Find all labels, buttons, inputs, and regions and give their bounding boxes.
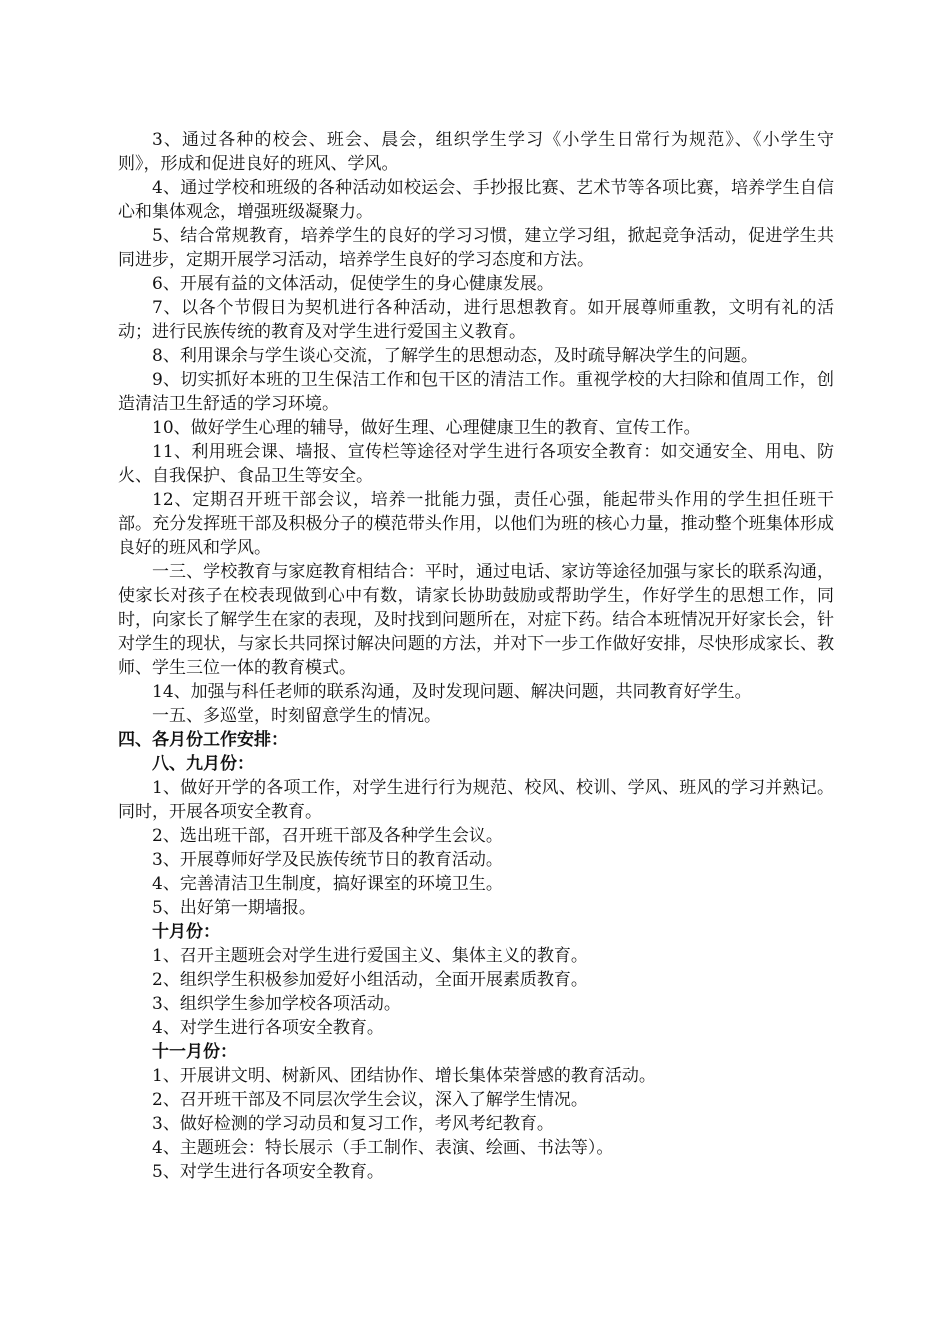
month-item: 1、做好开学的各项工作，对学生进行行为规范、校风、校训、学风、班风的学习并熟记。同时，开展各项安全教育。 [118,778,834,822]
month-item: 1、召开主题班会对学生进行爱国主义、集体主义的教育。 [152,946,588,966]
paragraph-item-5: 5、结合常规教育，培养学生的良好的学习习惯，建立学习组，掀起竞争活动，促进学生共同进步，定期开展学习活动，培养学生良好的学习态度和方法。 [118,226,834,270]
month-item: 4、对学生进行各项安全教育。 [152,1018,384,1038]
paragraph-item-3: 3、通过各种的校会、班会、晨会，组织学生学习《小学生日常行为规范》、《小学生守则》，形成和促进良好的班风、学风。 [118,130,834,174]
document-body [118,128,834,1184]
paragraph-item-8: 8、利用课余与学生谈心交流，了解学生的思想动态，及时疏导解决学生的问题。 [152,346,758,366]
month-item: 1、开展讲文明、树新风、团结协作、增长集体荣誉感的教育活动。 [152,1066,656,1086]
month-heading-nov: 十一月份： [152,1042,237,1062]
month-item: 5、出好第一期墙报。 [152,898,316,918]
paragraph-item-12: 12、定期召开班干部会议，培养一批能力强，责任心强，能起带头作用的学生担任班干部。充分发挥班干部及积极分子的模范带头作用，以他们为班的核心力量，推动整个班集体形成良好的班风和学风。 [118,490,834,558]
paragraph-item-15: 一五、多巡堂，时刻留意学生的情况。 [152,706,441,726]
section-heading: 四、各月份工作安排： [118,730,288,750]
month-item: 4、主题班会：特长展示（手工制作、表演、绘画、书法等）。 [152,1138,614,1158]
month-heading-oct: 十月份： [152,922,220,942]
month-item: 5、对学生进行各项安全教育。 [152,1162,384,1182]
month-item: 3、组织学生参加学校各项活动。 [152,994,401,1014]
paragraph-item-7: 7、以各个节假日为契机进行各种活动，进行思想教育。如开展尊师重教，文明有礼的活动；进行民族传统的教育及对学生进行爱国主义教育。 [118,298,834,342]
paragraph-item-14: 14、加强与科任老师的联系沟通，及时发现问题、解决问题，共同教育好学生。 [152,682,752,702]
month-item: 3、开展尊师好学及民族传统节日的教育活动。 [152,850,503,870]
month-item: 2、选出班干部，召开班干部及各种学生会议。 [152,826,503,846]
month-item: 2、组织学生积极参加爱好小组活动，全面开展素质教育。 [152,970,588,990]
month-item: 3、做好检测的学习动员和复习工作，考风考纪教育。 [152,1114,554,1134]
paragraph-item-13: 一三、学校教育与家庭教育相结合：平时，通过电话、家访等途径加强与家长的联系沟通，使家长对孩子在校表现做到心中有数，请家长协助鼓励或帮助学生，作好学生的思想工作，同时，向家长了解学生在家的表现，及时找到问题所在，对症下药。结合本班情况开好家长会，针对学生的现状，与家长共同探讨解决问题的方法，并对下一步工作做好安排，尽快形成家长、教师、学生三位一体的教育模式。 [118,562,834,678]
paragraph-item-4: 4、通过学校和班级的各种活动如校运会、手抄报比赛、艺术节等各项比赛，培养学生自信心和集体观念，增强班级凝聚力。 [118,178,834,222]
paragraph-item-6: 6、开展有益的文体活动，促使学生的身心健康发展。 [152,274,554,294]
month-heading-aug-sep: 八、九月份： [152,754,254,774]
month-item: 4、完善清洁卫生制度，搞好课室的环境卫生。 [152,874,503,894]
month-item: 2、召开班干部及不同层次学生会议，深入了解学生情况。 [152,1090,588,1110]
paragraph-item-11: 11、利用班会课、墙报、宣传栏等途径对学生进行各项安全教育：如交通安全、用电、防火、自我保护、食品卫生等安全。 [118,442,834,486]
paragraph-item-10: 10、做好学生心理的辅导，做好生理、心理健康卫生的教育、宣传工作。 [152,418,701,438]
paragraph-item-9: 9、切实抓好本班的卫生保洁工作和包干区的清洁工作。重视学校的大扫除和值周工作，创造清洁卫生舒适的学习环境。 [118,370,834,414]
